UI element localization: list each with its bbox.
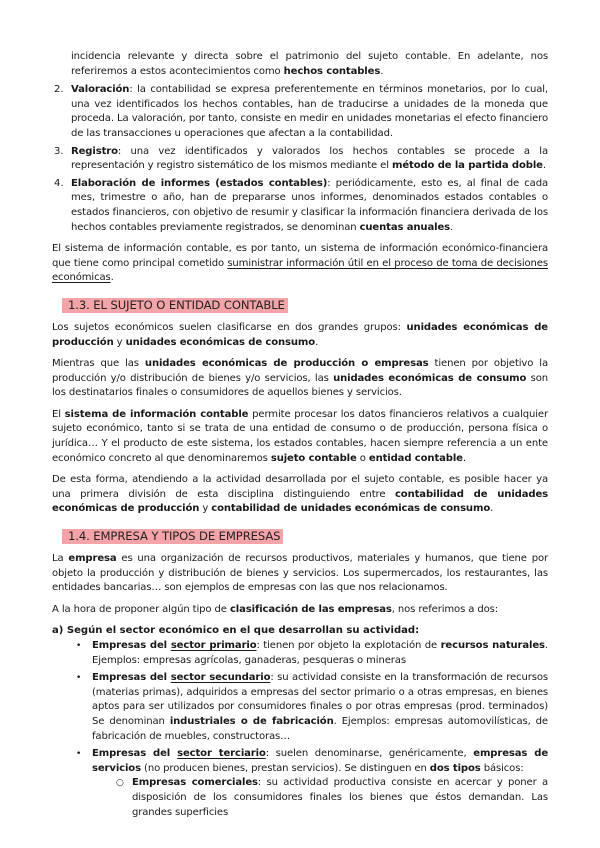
section-14-paragraph-2 [52, 603, 548, 618]
bold-term: industriales o de fabricación [169, 715, 334, 727]
bold-term: Empresas comerciales [132, 777, 258, 789]
step-term: método de la partida doble [391, 160, 543, 172]
text: . Ejemplos: empresas automovilísticas, de fabricación de muebles, constructoras… [92, 715, 548, 742]
text: básicos: [480, 762, 524, 774]
step-title: Valoración [71, 84, 130, 96]
bold-term: empresas de servicios [92, 748, 549, 774]
term-hechos-contables: hechos contables [283, 65, 381, 77]
underlined-term: sector terciario [177, 748, 266, 760]
section-title: 1.4. EMPRESA Y TIPOS DE EMPRESAS [62, 529, 283, 544]
intro-continuation [52, 50, 548, 79]
text: : suelen denominarse, genéricamente, [265, 748, 474, 760]
sector-primario-item [72, 639, 548, 668]
bullet-icon: • [76, 641, 82, 651]
text: . [462, 452, 466, 464]
bullet-icon: • [76, 749, 82, 760]
section-13-paragraph-1 [52, 321, 548, 350]
section-title: 1.3. EL SUJETO O ENTIDAD CONTABLE [62, 298, 288, 313]
text: y [199, 503, 212, 515]
bold-term: Empresas del [92, 640, 171, 651]
steps-list [52, 83, 548, 235]
sector-list [52, 639, 548, 820]
bold-term: clasificación de las empresas [229, 603, 392, 615]
text: . [490, 503, 494, 515]
bold-term: empresa [68, 553, 117, 565]
bold-term: recursos naturales [440, 640, 545, 651]
bullet-icon: • [76, 673, 82, 684]
step-text: : una vez identificados y valorados los hechos contables se procede a la representación y registro sistemático de los mismos mediante el [71, 145, 548, 172]
bold-term: unidades económicas de producción [52, 321, 548, 348]
step-term: cuentas anuales [359, 221, 450, 233]
section-13-paragraph-2 [52, 357, 548, 401]
step-number: 2. [54, 84, 64, 96]
step-elaboracion-informes [52, 177, 548, 235]
section-13-paragraph-3 [52, 408, 548, 466]
text: De esta forma, atendiendo a la actividad desarrollada por el sujeto contable, es posible hacer ya una primera división de esta disciplina distinguiendo entre [52, 474, 548, 500]
sector-secundario-item [72, 671, 548, 744]
section-heading-1-4 [62, 525, 548, 544]
text: El sistema de información contable, es por tanto, un sistema de información económico-financiera que tiene como principal cometido [52, 243, 548, 269]
text: : su actividad consiste en la transformación de recursos (materias primas), adquiridos a empresas del sector primario o a otras empresas, en bienes aptos para ser utilizados por consumidores finales o por otras empresas (prod. terminados) Se denominan [92, 672, 548, 727]
bold-term: contabilidad de unidades económicas de consumo [211, 503, 491, 515]
text: : tienen por objeto la explotación de [256, 640, 441, 651]
text: . Ejemplos: empresas agrícolas, ganaderas, pesqueras o mineras [92, 640, 548, 666]
text: : su actividad productiva consiste en acercar y poner a disposición de los consumidores finales los bienes que éstos demandan. Las grandes superficies [132, 777, 548, 818]
terciario-sublist [92, 776, 548, 820]
step-text: : la contabilidad se expresa preferentemente en términos monetarios, por lo cual, una vez identificados los hechos contables, han de traducirse a unidades de la moneda que proceda. La valoración, por tanto, consiste en medir en unidades monetarias el efecto financiero de las transacciones u operaciones que afectan a la contabilidad. [71, 84, 548, 139]
section-heading-1-3 [62, 294, 548, 313]
text: son los destinatarios finales o consumidores de aquellos bienes y servicios. [52, 372, 548, 399]
text: . [380, 65, 384, 77]
text: tienen por objetivo la producción y/o distribución de bienes y/o servicios, las [52, 358, 548, 384]
text: A la hora de proponer algún tipo de [52, 603, 230, 615]
system-paragraph [52, 242, 548, 286]
text: y [113, 336, 126, 348]
bold-term: contabilidad de unidades económicas de producción [52, 488, 548, 515]
step-number: 3. [54, 145, 64, 157]
underlined-phrase: suministrar información útil en el proceso de toma de decisiones económicas [52, 257, 548, 284]
bold-term: unidades económicas de consumo [333, 372, 527, 384]
step-text: : periódicamente, esto es, al final de cada mes, trimestre o año, han de prepararse unos informes, denominados estados contables o estados financieros, con objetivo de resumir y clasificar la información financiera derivada de los hechos contables previamente registrados, se denominan [71, 177, 548, 233]
step-text-end: . [450, 221, 454, 233]
step-text-end: . [542, 160, 546, 172]
step-valoracion [52, 83, 548, 141]
text: . [110, 272, 114, 284]
empresas-comerciales-item [112, 776, 548, 820]
step-title: Registro [71, 145, 118, 157]
text: incidencia relevante y directa sobre el patrimonio del sujeto contable. En adelante, nos referiremos a estos acontecimientos como [71, 51, 548, 77]
text: El [52, 408, 65, 420]
text: La [52, 553, 69, 565]
text: Los sujetos económicos suelen clasificarse en dos grandes grupos: [52, 321, 407, 333]
text: , nos referimos a dos: [391, 603, 499, 615]
text: o [356, 452, 369, 464]
text: es una organización de recursos productivos, materiales y humanos, que tiene por objeto la producción y distribución de bienes y servicios. Los supermercados, los restaurantes, las entidades bancarias… son ejemplos de empresas con las que nos relacionamos. [52, 553, 548, 594]
section-13-paragraph-4 [52, 473, 548, 517]
bold-term: dos tipos [429, 762, 481, 774]
bold-term: sujeto contable [270, 452, 357, 464]
bold-term: entidad contable [368, 452, 463, 464]
underlined-term: sector secundario [170, 672, 271, 684]
circle-bullet-icon: ○ [116, 778, 124, 789]
underlined-term: sector primario [170, 640, 257, 651]
step-number: 4. [54, 177, 64, 189]
section-14-paragraph-1 [52, 552, 548, 596]
text: . [315, 336, 319, 348]
bold-term: unidades económicas de producción o empresas [144, 358, 429, 370]
text: permite procesar los datos financieros relativos a cualquier sujeto económico, tanto si se trata de una entidad de consumo o de producción, persona física o jurídica… Y el producto de este sistema, los estados contables, hacen siempre referencia a un ente económico concreto al que denominaremos [52, 408, 548, 464]
sector-terciario-item [72, 747, 548, 820]
bold-term: sistema de información contable [64, 408, 249, 420]
text: (no producen bienes, prestan servicios). Se distinguen en [140, 762, 430, 774]
subsection-a-title: a) Según el sector económico en el que desarrollan su actividad: [52, 625, 420, 637]
bold-term: Empresas del [92, 672, 171, 684]
step-title: Elaboración de informes (estados contables) [71, 177, 328, 189]
bold-term: Empresas del [92, 748, 178, 760]
step-registro [52, 145, 548, 174]
bold-term: unidades económicas de consumo [125, 336, 316, 348]
text: Mientras que las [52, 358, 145, 370]
